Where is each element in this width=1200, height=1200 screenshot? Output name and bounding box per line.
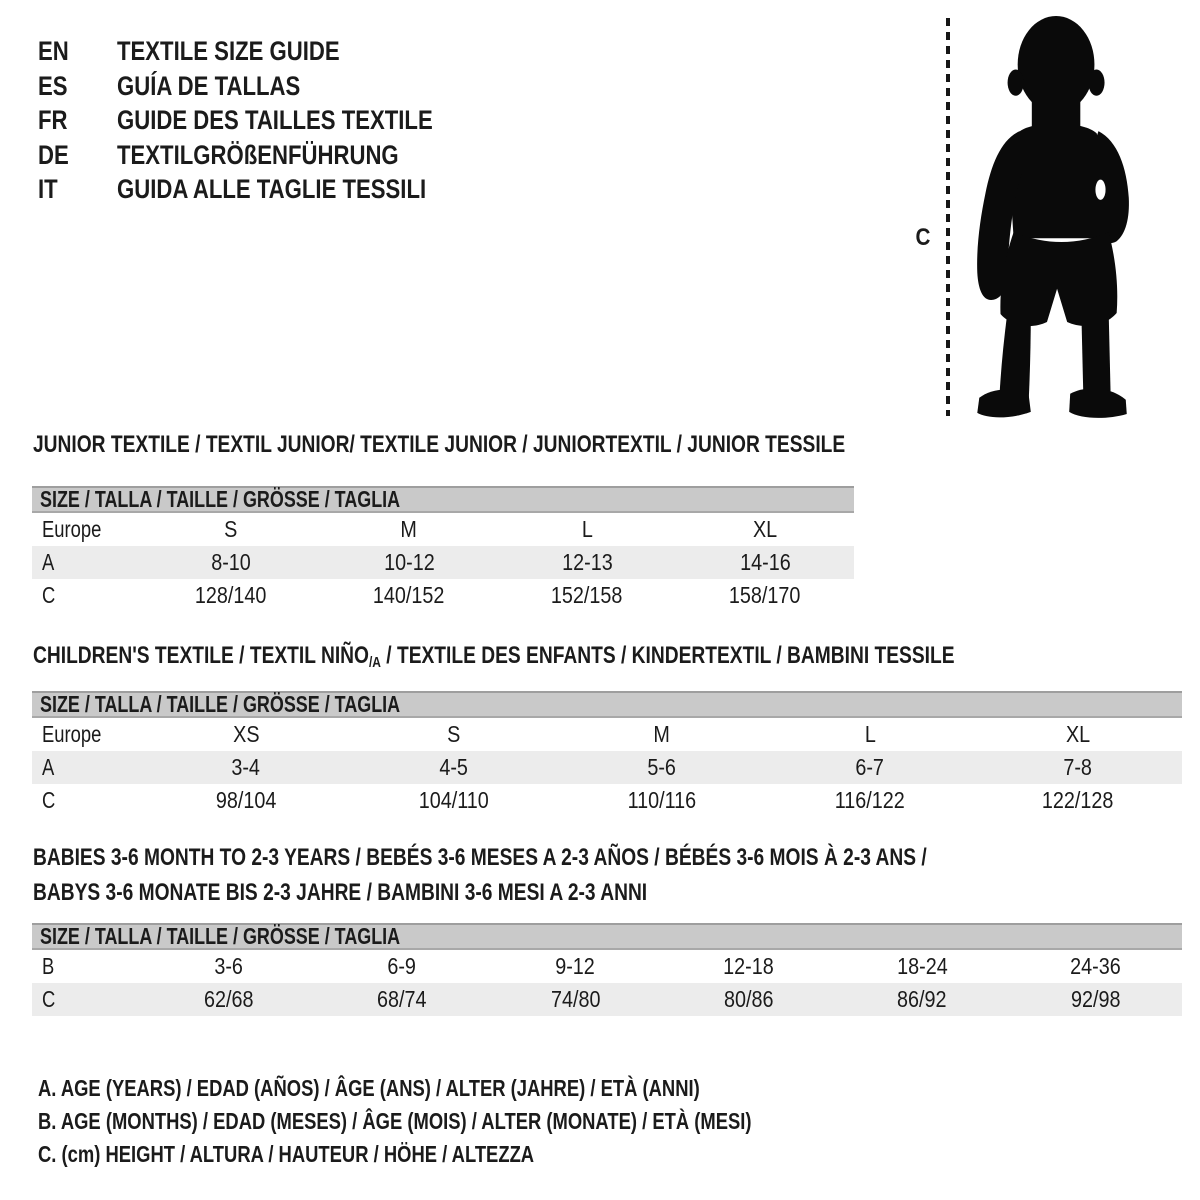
height-value: 122/128 — [1042, 787, 1114, 813]
height-value: 86/92 — [897, 986, 947, 1012]
guide-title-de: TEXTILGRÖßENFÜHRUNG — [117, 139, 399, 170]
size-value: XS — [232, 721, 260, 747]
height-value: 74/80 — [550, 986, 601, 1012]
lang-row-it — [38, 172, 502, 207]
junior-row-age — [32, 546, 854, 579]
month-value: 24-36 — [1070, 953, 1121, 979]
junior-section-title: JUNIOR TEXTILE / TEXTIL JUNIOR/ TEXTILE JUNIOR / JUNIORTEXTIL / JUNIOR TESSILE — [33, 431, 846, 458]
lang-code-fr: FR — [38, 105, 68, 135]
height-value: 128/140 — [195, 582, 267, 608]
age-value: 12-13 — [561, 549, 613, 575]
size-value: S — [224, 516, 238, 542]
age-value: 5-6 — [647, 754, 677, 780]
junior-size-table — [32, 486, 854, 612]
height-value: 80/86 — [723, 986, 774, 1012]
height-value: 110/116 — [627, 787, 697, 813]
legend-height-cm: C. (cm) HEIGHT / ALTURA / HAUTEUR / HÖHE / ALTEZZA — [38, 1141, 535, 1167]
children-size-table — [32, 691, 1182, 817]
month-value: 9-12 — [555, 953, 596, 979]
age-value: 8-10 — [211, 549, 251, 575]
height-value: 68/74 — [377, 986, 427, 1012]
babies-section-title-line2: BABYS 3-6 MONATE BIS 2-3 JAHRE / BAMBINI 3-6 MESI A 2-3 ANNI — [33, 879, 648, 906]
children-row-age — [32, 751, 1182, 784]
legend-age-months: B. AGE (MONTHS) / EDAD (MESES) / ÂGE (MOIS) / ALTER (MONATE) / ETÀ (MESI) — [38, 1108, 752, 1134]
height-value: 140/152 — [373, 582, 445, 608]
age-value: 3-4 — [231, 754, 261, 780]
height-value: 152/158 — [551, 582, 623, 608]
junior-row-europe — [32, 513, 854, 546]
toddler-silhouette-icon — [968, 16, 1132, 420]
row-label: C — [42, 582, 56, 608]
guide-title-es: GUÍA DE TALLAS — [117, 70, 301, 101]
junior-size-header-bar — [32, 486, 854, 513]
children-row-height — [32, 784, 1182, 817]
size-value: L — [864, 721, 876, 747]
row-label: C — [42, 986, 56, 1012]
title-subscript: /A — [368, 654, 381, 671]
size-value: S — [447, 721, 461, 747]
size-value: M — [653, 721, 671, 747]
height-value: 104/110 — [418, 787, 490, 813]
lang-code-de: DE — [38, 139, 69, 170]
guide-title-en: TEXTILE SIZE GUIDE — [117, 36, 340, 66]
height-measure-label: C — [915, 224, 931, 251]
row-label: A — [42, 549, 55, 575]
row-label: Europe — [42, 516, 102, 542]
row-label: C — [42, 787, 56, 813]
lang-code-en: EN — [38, 36, 69, 66]
row-label: Europe — [42, 721, 102, 747]
guide-title-it: GUIDA ALLE TAGLIE TESSILI — [117, 174, 427, 204]
lang-code-it: IT — [38, 174, 58, 204]
babies-size-header-bar — [32, 923, 1182, 950]
size-value: M — [400, 516, 418, 542]
babies-row-height — [32, 983, 1182, 1016]
height-value: 116/122 — [834, 787, 906, 813]
row-label: B — [42, 953, 55, 979]
size-value: XL — [1065, 721, 1091, 747]
children-row-europe — [32, 718, 1182, 751]
height-value: 98/104 — [215, 787, 277, 813]
children-size-header-bar — [32, 691, 1182, 718]
legend-age-years: A. AGE (YEARS) / EDAD (AÑOS) / ÂGE (ANS) / ALTER (JAHRE) / ETÀ (ANNI) — [38, 1075, 700, 1101]
lang-row-es — [38, 69, 502, 104]
height-dashed-line — [946, 18, 950, 416]
month-value: 3-6 — [214, 953, 243, 979]
size-value: L — [581, 516, 593, 542]
lang-row-de — [38, 138, 502, 173]
guide-title-fr: GUIDE DES TAILLES TEXTILE — [117, 105, 433, 135]
lang-row-en — [38, 34, 502, 69]
age-value: 6-7 — [855, 754, 885, 780]
lang-code-es: ES — [38, 70, 68, 101]
age-value: 10-12 — [383, 549, 435, 575]
age-value: 4-5 — [439, 754, 469, 780]
age-value: 14-16 — [739, 549, 791, 575]
month-value: 18-24 — [896, 953, 948, 979]
size-header-label: SIZE / TALLA / TAILLE / GRÖSSE / TAGLIA — [40, 691, 401, 717]
babies-size-table — [32, 923, 1182, 1016]
month-value: 12-18 — [723, 953, 774, 979]
month-value: 6-9 — [387, 953, 417, 979]
height-value: 62/68 — [203, 986, 254, 1012]
babies-section-title-line1: BABIES 3-6 MONTH TO 2-3 YEARS / BEBÉS 3-6 MESES A 2-3 AÑOS / BÉBÉS 3-6 MOIS À 2-3 ANS / — [33, 844, 927, 871]
babies-row-months — [32, 950, 1182, 983]
size-value: XL — [752, 516, 778, 542]
lang-row-fr — [38, 103, 502, 138]
children-section-title: CHILDREN'S TEXTILE / TEXTIL NIÑO/A / TEXTILE DES ENFANTS / KINDERTEXTIL / BAMBINI TESSILE — [33, 642, 955, 671]
size-header-label: SIZE / TALLA / TAILLE / GRÖSSE / TAGLIA — [40, 486, 401, 512]
age-value: 7-8 — [1063, 754, 1093, 780]
language-title-block — [38, 34, 502, 207]
junior-row-height — [32, 579, 854, 612]
height-value: 92/98 — [1070, 986, 1121, 1012]
height-value: 158/170 — [729, 582, 801, 608]
row-label: A — [42, 754, 55, 780]
size-header-label: SIZE / TALLA / TAILLE / GRÖSSE / TAGLIA — [40, 923, 401, 949]
legend-block — [38, 1072, 930, 1171]
